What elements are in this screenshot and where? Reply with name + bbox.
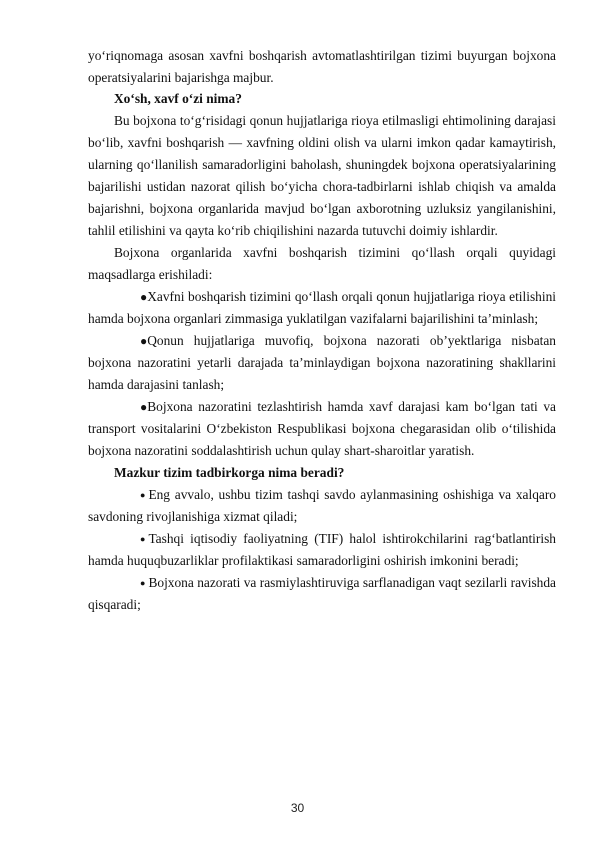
list-item-benefit-2 xyxy=(88,528,556,572)
list-item-text: Bojxona nazorati va rasmiylashtiruviga sarflanadigan vaqt sezilarli ravishda qisqaradi; xyxy=(88,575,556,612)
bullet-icon: ● xyxy=(140,400,148,414)
paragraph-goals-intro: Bojxona organlarida xavfni boshqarish tizimini qo‘llash orqali quyidagi maqsadlarga erishiladi: xyxy=(88,245,556,282)
list-item-text: Eng avvalo, ushbu tizim tashqi savdo aylanmasining oshishiga va xalqaro savdoning rivojlanishiga xizmat qiladi; xyxy=(88,487,556,524)
heading-benefits: Mazkur tizim tadbirkorga nima beradi? xyxy=(114,465,345,480)
document-body xyxy=(88,45,556,616)
list-item-text: Bojxona nazoratini tezlashtirish hamda xavf darajasi kam bo‘lgan tati va transport vositalarini O‘zbekiston Respublikasi bojxona chegarasidan olib o‘tilishida bojxona nazoratini soddalashtirish uchun qulay shart-sharoitlar yaratish. xyxy=(88,399,556,458)
bullet-icon: ● xyxy=(140,534,146,544)
list-item-goal-2 xyxy=(88,330,556,396)
list-item-text: Tashqi iqtisodiy faoliyatning (TIF) halol ishtirokchilarini rag‘batlantirish hamda huquqbuzarliklar profilaktikasi samaradorligini oshirish imkonini beradi; xyxy=(88,531,556,568)
list-item-text: Qonun hujjatlariga muvofiq, bojxona nazorati ob’yektlariga nisbatan bojxona nazoratini yetarli darajada ta’minlaydigan bojxona nazoratining shakllarini hamda darajasini tanlash; xyxy=(88,333,556,392)
list-item-benefit-1 xyxy=(88,484,556,528)
bullet-icon: ● xyxy=(140,578,146,588)
list-item-goal-1 xyxy=(88,286,556,330)
bullet-icon: ● xyxy=(140,334,148,348)
bullet-icon: ● xyxy=(140,290,148,304)
list-item-text: Xavfni boshqarish tizimini qo‘llash orqali qonun hujjatlariga rioya etilishini hamda bojxona organlari zimmasiga yuklatilgan vazifalarni bajarilishini ta’minlash; xyxy=(88,289,556,326)
paragraph-risk-definition: Bu bojxona to‘g‘risidagi qonun hujjatlariga rioya etilmasligi ehtimolining darajasi bo‘lib, xavfni boshqarish — xavfning oldini olish va ularni imkon qadar kamaytirish, ularning qo‘llanilish samaradorligini baholash, shuningdek bojxona operatsiyalarining bajarilishi ustidan nazorat qilish bo‘yicha chora-tadbirlarni ishlab chiqish va amalda bajarishni, bojxona organlarida mavjud bo‘lgan axborotning uzluksiz yangilanishini, tahlil etilishini va qayta ko‘rib chiqilishini nazarda tutuvchi doimiy ishlardir. xyxy=(88,113,556,238)
list-item-goal-3 xyxy=(88,396,556,462)
heading-what-is-risk: Xo‘sh, xavf o‘zi nima? xyxy=(114,91,242,106)
list-item-benefit-3 xyxy=(88,572,556,616)
bullet-icon: ● xyxy=(140,490,146,500)
paragraph-continuation: yo‘riqnomaga asosan xavfni boshqarish avtomatlashtirilgan tizimi buyurgan bojxona operatsiyalarini bajarishga majbur. xyxy=(88,48,556,85)
page-number: 30 xyxy=(290,801,305,815)
